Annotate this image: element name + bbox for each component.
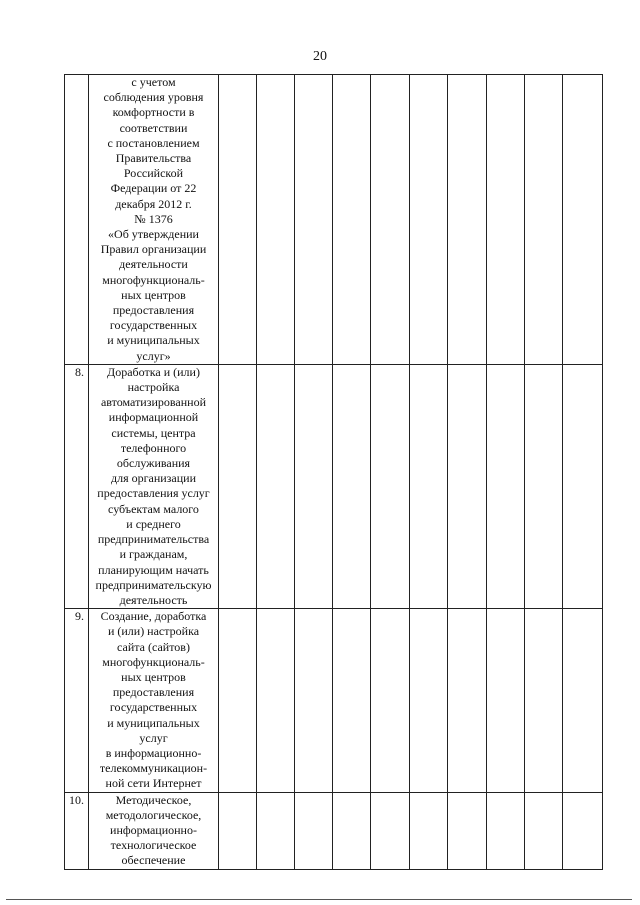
empty-cell [371,792,410,869]
empty-cell [448,792,487,869]
empty-cell [257,75,295,365]
empty-cell [410,364,448,608]
empty-cell [295,364,333,608]
empty-cell [295,75,333,365]
empty-cell [219,609,257,792]
row-number-cell: 10. [65,792,89,869]
page-edge-line [6,899,632,900]
activity-name-cell: Методическое, методологическое, информационно- технологическое обеспечение [89,792,219,869]
empty-cell [525,792,563,869]
empty-cell [257,792,295,869]
empty-cell [295,609,333,792]
empty-cell [487,364,525,608]
empty-cell [487,792,525,869]
empty-cell [487,75,525,365]
empty-cell [257,609,295,792]
empty-cell [257,364,295,608]
plan-table [64,74,603,870]
empty-cell [219,75,257,365]
empty-cell [563,792,603,869]
empty-cell [525,75,563,365]
empty-cell [448,75,487,365]
empty-cell [410,609,448,792]
table-row [65,609,603,792]
empty-cell [525,364,563,608]
empty-cell [371,75,410,365]
empty-cell [487,609,525,792]
empty-cell [563,609,603,792]
empty-cell [333,364,371,608]
page-number: 20 [313,49,327,64]
empty-cell [219,792,257,869]
empty-cell [333,75,371,365]
empty-cell [448,609,487,792]
empty-cell [410,792,448,869]
table-row [65,75,603,365]
row-number-cell [65,75,89,365]
empty-cell [333,609,371,792]
empty-cell [219,364,257,608]
empty-cell [410,75,448,365]
row-number-cell: 9. [65,609,89,792]
table-row [65,792,603,869]
activity-name-cell: с учетом соблюдения уровня комфортности в соответствии с постановлением Правительства Российской Федерации от 22 декабря 2012 г. № 1376 «Об утверждении Правил организации деятельности многофункциональ- ных центров предоставления государственных и муниципальных услуг» [89,75,219,365]
activity-name-cell: Доработка и (или) настройка автоматизированной информационной системы, центра телефонного обслуживания для организации предоставления услуг субъектам малого и среднего предпринимательства и гражданам, планирующим начать предпринимательскую деятельность [89,364,219,608]
empty-cell [448,364,487,608]
empty-cell [563,75,603,365]
empty-cell [525,609,563,792]
activity-name-cell: Создание, доработка и (или) настройка сайта (сайтов) многофункциональ- ных центров предоставления государственных и муниципальных услуг в информационно- телекоммуникацион- ной сети Интернет [89,609,219,792]
empty-cell [295,792,333,869]
table-row [65,364,603,608]
empty-cell [371,609,410,792]
empty-cell [371,364,410,608]
empty-cell [333,792,371,869]
row-number-cell: 8. [65,364,89,608]
empty-cell [563,364,603,608]
